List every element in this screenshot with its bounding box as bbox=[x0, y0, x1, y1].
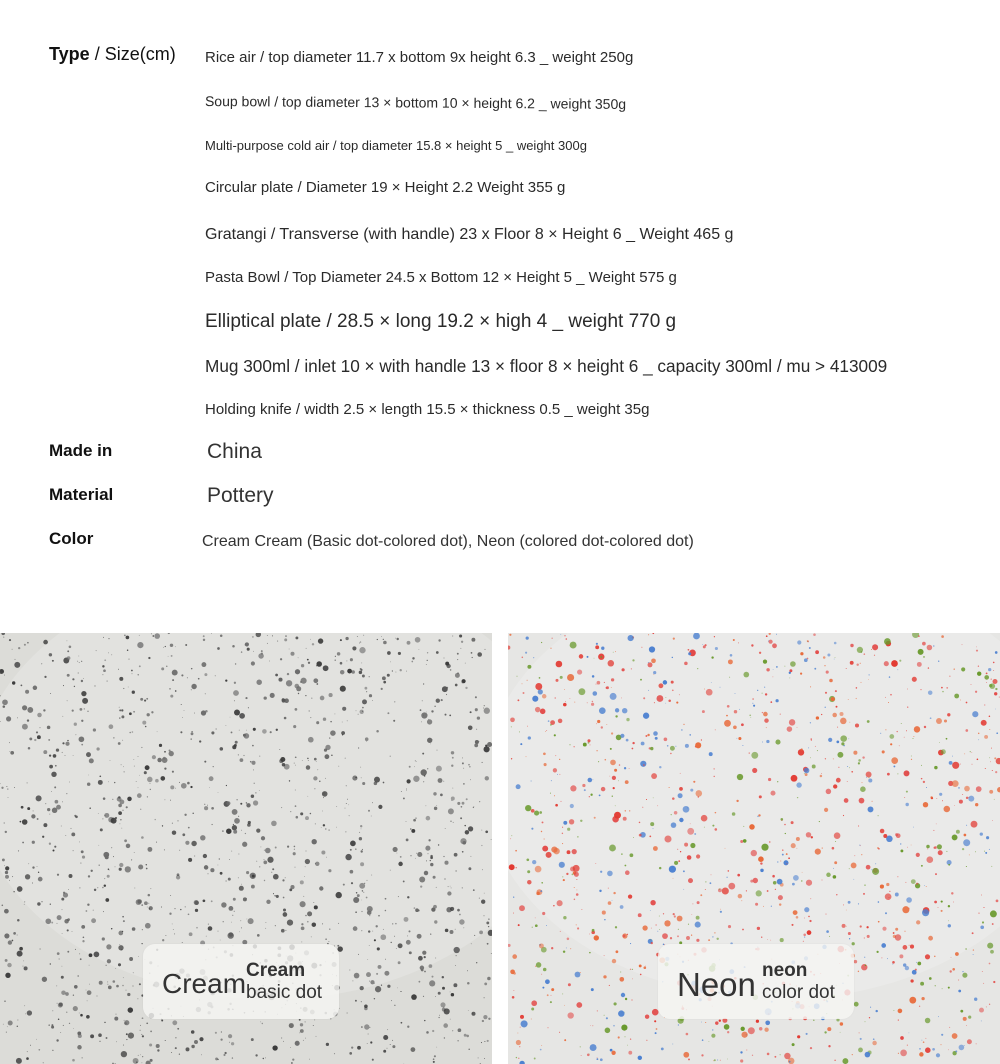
size-line-rice-bowl: Rice air / top diameter 11.7 x bottom 9x height 6.3 _ weight 250g bbox=[205, 49, 634, 66]
type-label-rest: / Size(cm) bbox=[89, 44, 176, 64]
size-line-elliptical-plate: Elliptical plate / 28.5 × long 19.2 × high 4 _ weight 770 g bbox=[205, 311, 677, 332]
color-label: Color bbox=[49, 529, 94, 548]
cream-badge-dot-type: basic dot bbox=[246, 982, 323, 1003]
color-value: Cream Cream (Basic dot-colored dot), Neon (colored dot-colored dot) bbox=[202, 533, 694, 550]
size-line-pasta-bowl: Pasta Bowl / Top Diameter 24.5 x Bottom 12 × Height 5 _ Weight 575 g bbox=[205, 269, 677, 286]
material-value: Pottery bbox=[207, 484, 274, 507]
neon-badge-dot-type: color dot bbox=[762, 982, 835, 1003]
made-in-label: Made in bbox=[49, 441, 113, 460]
neon-swatch-photo bbox=[508, 633, 1000, 1064]
size-line-mug: Mug 300ml / inlet 10 × with handle 13 × floor 8 × height 6 _ capacity 300ml / mu > 413009 bbox=[205, 356, 888, 376]
neon-badge bbox=[658, 944, 854, 1019]
neon-badge-title: Neon bbox=[677, 966, 756, 1003]
type-label-bold: Type bbox=[49, 44, 90, 64]
size-line-multi-purpose: Multi-purpose cold air / top diameter 15.8 × height 5 _ weight 300g bbox=[205, 138, 587, 153]
material-label: Material bbox=[49, 485, 114, 504]
made-in-value: China bbox=[207, 440, 262, 463]
size-line-circular-plate: Circular plate / Diameter 19 × Height 2.2 Weight 355 g bbox=[205, 179, 566, 196]
size-line-gratin: Gratangi / Transverse (with handle) 23 x Floor 8 × Height 6 _ Weight 465 g bbox=[205, 226, 734, 243]
cream-swatch-photo bbox=[0, 633, 492, 1064]
cream-badge-subtitle: Cream bbox=[246, 960, 306, 981]
cream-badge-title: Cream bbox=[162, 968, 247, 999]
size-line-holding-knife: Holding knife / width 2.5 × length 15.5 × thickness 0.5 _ weight 35g bbox=[205, 401, 650, 418]
type-size-label bbox=[49, 44, 176, 65]
cream-badge bbox=[143, 944, 339, 1019]
size-line-soup-bowl: Soup bowl / top diameter 13 × bottom 10 × height 6.2 _ weight 350g bbox=[204, 93, 627, 112]
neon-badge-subtitle: neon bbox=[762, 960, 808, 981]
color-swatches bbox=[0, 633, 1000, 1064]
